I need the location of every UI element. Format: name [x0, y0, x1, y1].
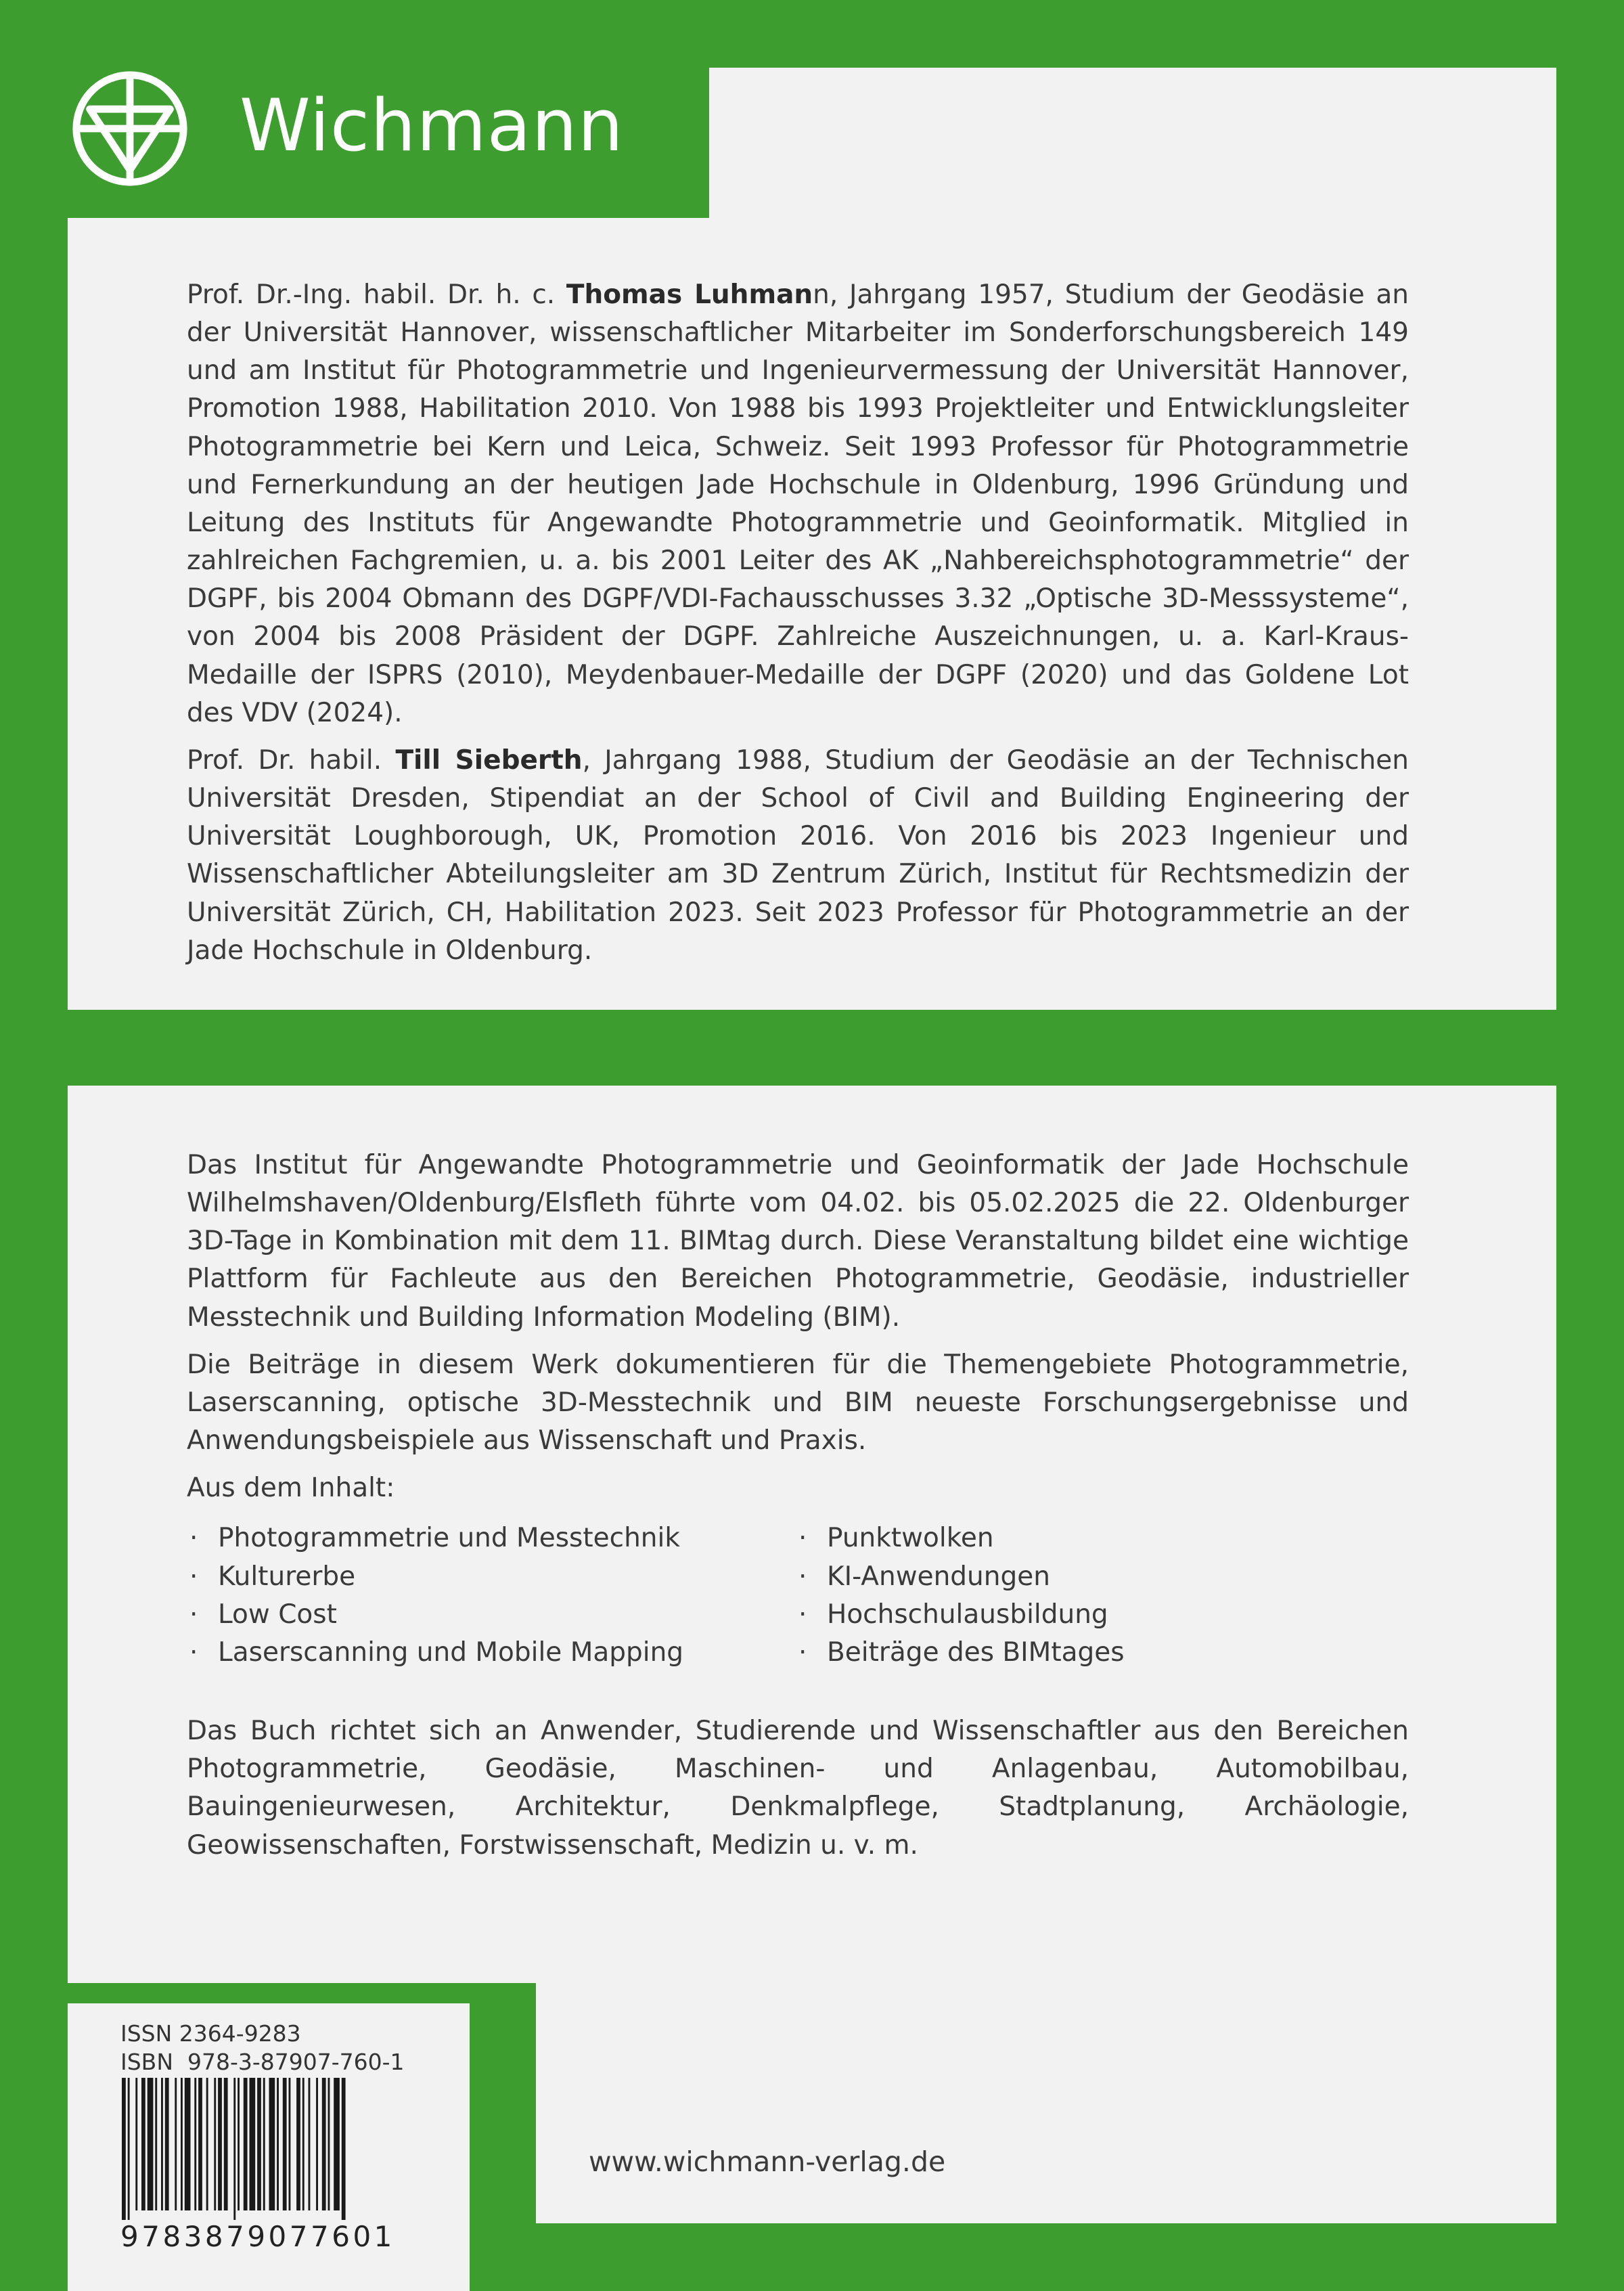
description-panel-extension	[536, 1976, 1556, 2223]
list-item: · Photogrammetrie und Messtechnik	[187, 1519, 796, 1557]
barcode	[120, 2078, 418, 2220]
audience-paragraph: Das Buch richtet sich an Anwender, Studierende und Wissenschaftler aus den Bereichen Photogrammetrie, Geodäsie, Maschinen- und Anlagenbau, Automobilbau, Bauingenieurwesen, Architektur, Denkmalpflege, Stadtplanung, Archäologie, Geowissenschaften, Forstwissenschaft, Medizin u. v. m.	[187, 1716, 1409, 1861]
description-paragraph-2: Die Beiträge in diesem Werk dokumentieren für die Themengebiete Photogrammetrie, Laserscanning, optische 3D-Messtechnik und BIM neueste Forschungsergebnisse und Anwendungsbeispiele aus Wissenschaft und Praxis.	[187, 1349, 1409, 1456]
barcode-bar	[328, 2078, 330, 2210]
top-panel-tab	[709, 68, 1556, 223]
barcode-bar	[269, 2078, 275, 2210]
barcode-bar	[342, 2078, 346, 2220]
barcode-bar	[277, 2078, 279, 2210]
list-item: · Punktwolken	[796, 1519, 1125, 1557]
barcode-bar	[185, 2078, 191, 2210]
issn-label: ISSN 2364-9283	[120, 2020, 301, 2047]
list-item: · KI-Anwendungen	[796, 1558, 1125, 1596]
barcode-bar	[198, 2078, 202, 2210]
authors-section	[187, 276, 1409, 979]
barcode-bar	[148, 2078, 154, 2210]
barcode-bar	[122, 2078, 126, 2220]
barcode-bar	[238, 2078, 240, 2210]
barcode-bar	[309, 2078, 311, 2210]
barcode-bar	[181, 2078, 183, 2210]
identifiers	[120, 2020, 405, 2076]
contents-heading: Aus dem Inhalt:	[187, 1473, 395, 1504]
barcode-bar	[214, 2078, 216, 2210]
barcode-bar	[194, 2078, 196, 2210]
barcode-bar	[175, 2078, 177, 2210]
brand-name: Wichmann	[240, 84, 624, 167]
author-bio-sieberth	[187, 742, 1409, 970]
barcode-bar	[224, 2078, 228, 2210]
barcode-bar	[141, 2078, 145, 2210]
barcode-bar	[283, 2078, 287, 2210]
barcode-bar	[289, 2078, 291, 2210]
barcode-bar	[155, 2078, 157, 2210]
barcode-bar	[244, 2078, 248, 2210]
author-sieberth-title: Prof. Dr. habil.	[187, 744, 396, 776]
barcode-bar	[257, 2078, 261, 2210]
description-section	[187, 1147, 1409, 1874]
list-item: · Laserscanning und Mobile Mapping	[187, 1634, 796, 1672]
author-sieberth-bio: , Jahrgang 1988, Studium der Geodäsie an der Technischen Universität Dresden, Stipendiat an der School of Civil and Building Engineering der Universität Loughborough, UK, Promotion 2016. Von 2016 bis 2023 Ingenieur und Wissenschaftlicher Abteilungsleiter am 3D Zentrum Zürich, Institut für Rechtsmedizin der Universität Zürich, CH, Habilitation 2023. Seit 2023 Professor für Photogrammetrie an der Jade Hochschule in Oldenburg.	[187, 744, 1409, 966]
list-item: · Beiträge des BIMtages	[796, 1634, 1125, 1672]
barcode-bar	[161, 2078, 163, 2210]
author-luhmann-name: Thomas Luhman	[566, 280, 813, 310]
barcode-bar	[322, 2078, 326, 2210]
contents-list-right	[796, 1519, 1125, 1672]
list-item: · Kulturerbe	[187, 1558, 796, 1596]
author-sieberth-name: Till Sieberth	[395, 744, 583, 776]
website-link[interactable]: www.wichmann-verlag.de	[589, 2145, 946, 2178]
isbn-label: ISBN 978-3-87907-760-1	[120, 2048, 405, 2075]
barcode-bar	[263, 2078, 265, 2210]
author-luhmann-title: Prof. Dr.-Ing. habil. Dr. h. c.	[187, 280, 566, 310]
barcode-bar	[302, 2078, 304, 2210]
wichmann-logo-icon	[69, 68, 191, 190]
author-luhmann-bio: n, Jahrgang 1957, Studium der Geodäsie an der Universität Hannover, wissenschaftlicher Mitarbeiter im Sonderforschungsbereich 149 und am Institut für Photogrammetrie und Ingenieurvermessung der Universität Hannover, Promotion 1988, Habilitation 2010. Von 1988 bis 1993 Projektleiter und Entwicklungsleiter Photogrammetrie bei Kern und Leica, Schweiz. Seit 1993 Professor für Photogrammetrie und Fernerkundung an der heutigen Jade Hochschule in Oldenburg, 1996 Gründung und Leitung des Instituts für Angewandte Photogrammetrie und Geoinformatik. Mitglied in zahlreichen Fachgremien, u. a. bis 2001 Leiter des AK „Nahbereichsphotogrammetrie“ der DGPF, bis 2004 Obmann des DGPF/VDI-Fachausschusses 3.32 „Optische 3D-Messsysteme“, von 2004 bis 2008 Präsident der DGPF. Zahlreiche Auszeichnungen, u. a. Karl-Kraus-Medaille der ISPRS (2010), Meydenbauer-Medaille der DGPF (2020) und das Goldene Lot des VDV (2024).	[187, 280, 1409, 728]
barcode-bar	[165, 2078, 169, 2210]
barcode-digits: 9783879077601	[120, 2220, 395, 2253]
list-item: · Hochschulausbildung	[796, 1596, 1125, 1634]
contents-list	[187, 1519, 1409, 1672]
barcode-bar	[206, 2078, 208, 2210]
barcode-bar	[128, 2078, 130, 2220]
barcode-bar	[296, 2078, 300, 2210]
barcode-bar	[334, 2078, 340, 2210]
description-paragraph-1: Das Institut für Angewandte Photogrammetrie und Geoinformatik der Jade Hochschule Wilhelmshaven/Oldenburg/Elsfleth führte vom 04.02. bis 05.02.2025 die 22. Oldenburger 3D-Tage in Kombination mit dem 11. BIMtag durch. Diese Veranstaltung bildet eine wichtige Plattform für Fachleute aus den Bereichen Photogrammetrie, Geodäsie, industrieller Messtechnik und Building Information Modeling (BIM).	[187, 1150, 1409, 1333]
author-bio-luhmann	[187, 276, 1409, 732]
list-item: · Low Cost	[187, 1596, 796, 1634]
contents-list-left	[187, 1519, 796, 1672]
barcode-bar	[135, 2078, 137, 2210]
barcode-bar	[250, 2078, 256, 2210]
barcode-bar	[316, 2078, 318, 2210]
barcode-bar	[218, 2078, 222, 2210]
barcode-bar	[233, 2078, 235, 2220]
